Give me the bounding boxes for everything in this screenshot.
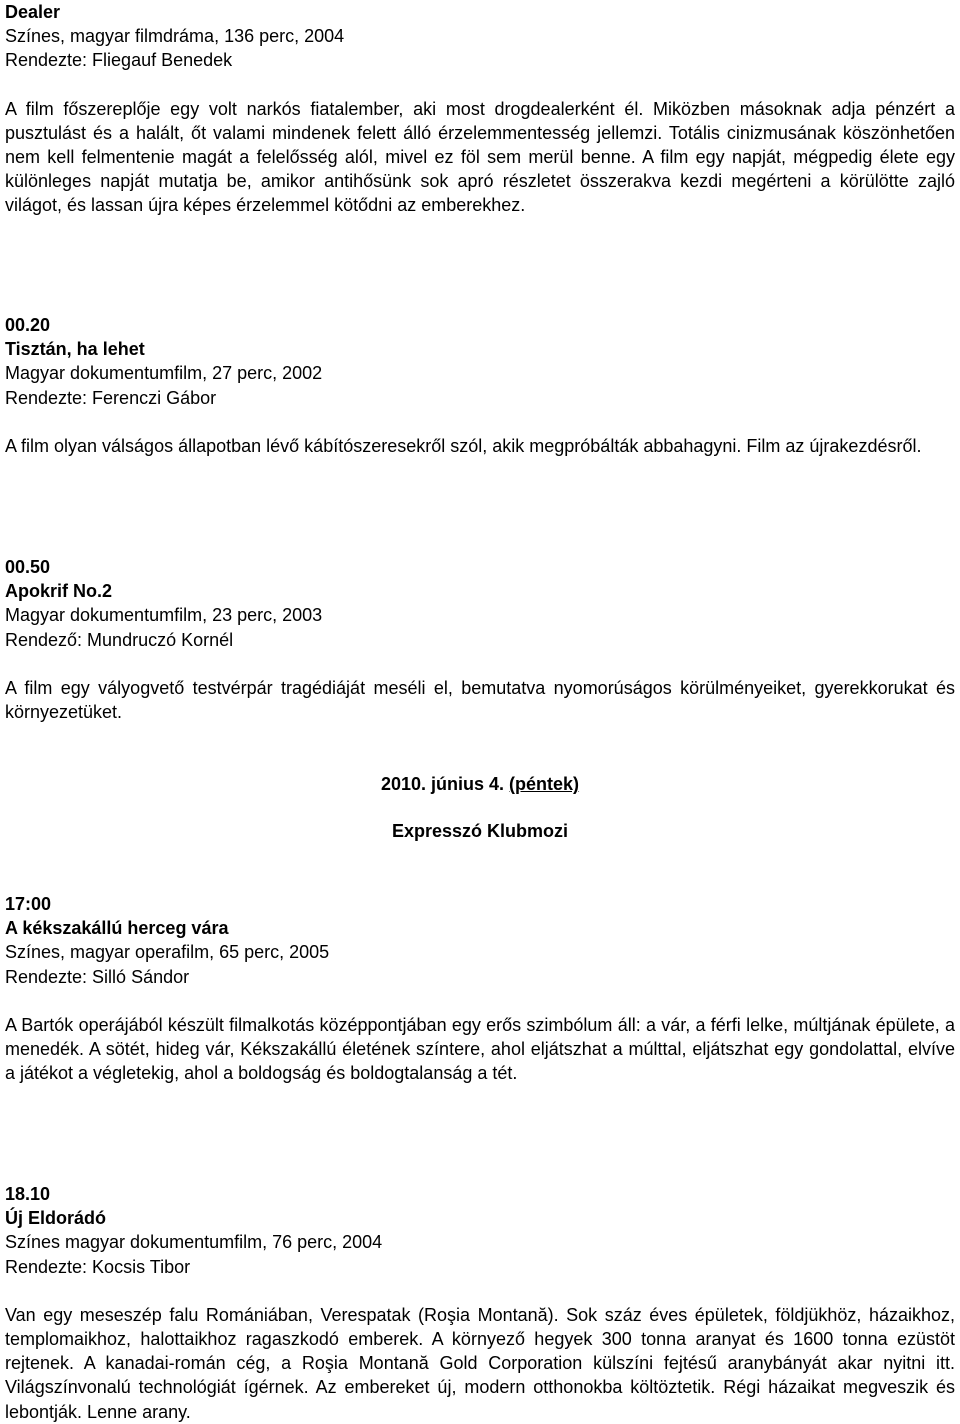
program-date xyxy=(5,772,955,796)
venue-name: Expresszó Klubmozi xyxy=(391,821,569,842)
film-description: Van egy meseszép falu Romániában, Verespatak (Roşia Montană). Sok száz éves épületek, földjükhöz, házaikhoz, templomaikhoz, halottaikhoz ragaszkodó emberek. A környező hegyek 300 tonna aranyat és 1600 tonna ezüstöt rejtenek. A kanadai-román cég, a Roşia Montană Gold Corporation külszíni fejtésű aranybányát akar nyitni itt. Világszínvonalú technológiát ígérnek. Az embereket új, modern otthonokba költöztetik. Régi házaikat megveszik és lebontják. Lenne arany. xyxy=(5,1304,955,1422)
film-time: 00.20 xyxy=(5,315,51,335)
weekday-text: (péntek) xyxy=(509,774,580,794)
date-text: 2010. június 4. xyxy=(380,774,510,794)
film-description: A film egy vályogvető testvérpár tragédiáját meséli el, bemutatva nyomorúságos körülményeiket, gyerekkorukat és környezetüket. xyxy=(5,677,955,723)
film-title: Dealer xyxy=(5,2,61,22)
film-description: A Bartók operájából készült filmalkotás középpontjában egy erős szimbólum áll: a vár, a férfi lelke, múltjának épülete, a menedék. A sötét, hideg vár, Kékszakállú életének színtere, ahol eljátszhat a múlttal, eljátszhat egy gondolattal, elvíve a játékot a végletekig, ahol a boldogság és boldogtalanság a tét. xyxy=(5,1014,955,1084)
film-info: Színes, magyar filmdráma, 136 perc, 2004 xyxy=(5,26,345,47)
film-description: A film főszereplője egy volt narkós fiatalember, aki most drogdealerként él. Miközben másoknak adja pénzért a pusztulást és a halált, őt valami mindenek felett álló érzelemmentesség jellemzi. Totális cinizmusának köszönhetően nem kell felmentenie magát a felelősség alól, mivel ez föl sem merül benne. A film egy napját, mégpedig élete egy különleges napját mutatja be, amikor antihősünk sok apró részletet összerakva kezdi megérteni a körülötte zajló világot, és lassan újra képes érzelemmel kötődni az emberekhez. xyxy=(5,98,955,216)
film-time: 17:00 xyxy=(5,894,52,914)
film-director: Rendezte: Fliegauf Benedek xyxy=(5,50,233,71)
film-info: Magyar dokumentumfilm, 23 perc, 2003 xyxy=(5,605,323,626)
film-title: Tisztán, ha lehet xyxy=(5,339,145,360)
film-entry-dealer xyxy=(5,0,955,218)
film-director: Rendezte: Kocsis Tibor xyxy=(5,1256,191,1277)
film-info: Magyar dokumentumfilm, 27 perc, 2002 xyxy=(5,363,323,384)
film-entry-kekszakallu xyxy=(5,892,955,1085)
film-director: Rendező: Mundruczó Kornél xyxy=(5,629,234,650)
film-director: Rendezte: Ferenczi Gábor xyxy=(5,387,217,408)
film-entry-apokrif xyxy=(5,555,955,724)
film-info: Színes, magyar operafilm, 65 perc, 2005 xyxy=(5,942,330,963)
film-title: A kékszakállú herceg vára xyxy=(5,918,229,939)
film-title: Apokrif No.2 xyxy=(5,581,113,602)
film-description: A film olyan válságos állapotban lévő kábítószeresekről szól, akik megpróbálták abbahagyni. Film az újrakezdésről. xyxy=(5,435,922,456)
film-time: 18.10 xyxy=(5,1184,51,1204)
film-info: Színes magyar dokumentumfilm, 76 perc, 2004 xyxy=(5,1232,383,1253)
film-director: Rendezte: Silló Sándor xyxy=(5,966,190,987)
film-entry-uj-eldorado xyxy=(5,1182,955,1424)
film-entry-tisztan xyxy=(5,313,955,458)
day-header xyxy=(5,772,955,843)
film-title: Új Eldorádó xyxy=(5,1208,107,1229)
film-time: 00.50 xyxy=(5,557,51,577)
